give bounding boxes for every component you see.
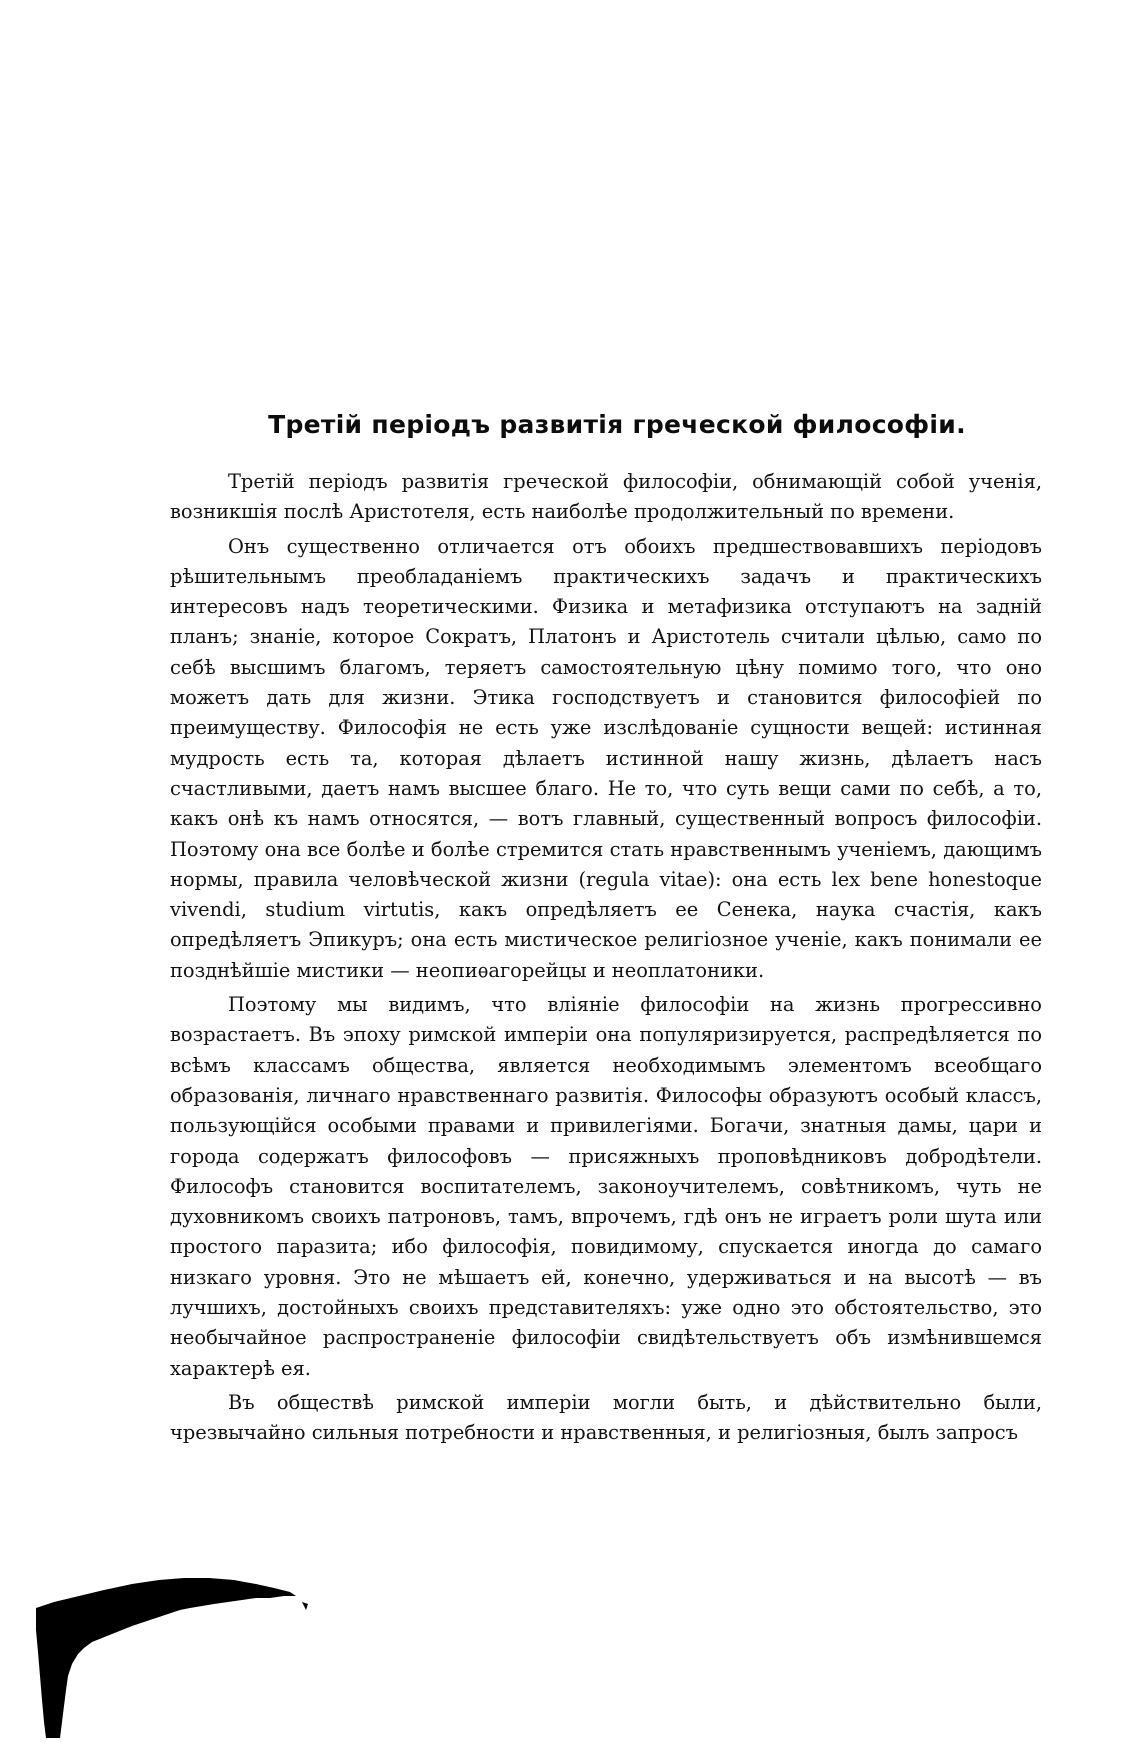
- paragraph-3: Поэтому мы видимъ, что вліяніе философіи на жизнь прогрессивно возрастаетъ. Въ эпоху римской имперіи она популяризируется, распредѣляется по всѣмъ классамъ общества, является необходимымъ элементомъ всеобщаго образованія, личнаго нравственнаго развитія. Философы образуютъ особый классъ, пользующійся особыми правами и привилегіями. Богачи, знатныя дамы, цари и города содержатъ философовъ — присяжныхъ проповѣдниковъ добродѣтели. Философъ становится воспитателемъ, законоучителемъ, совѣтникомъ, чуть не духовникомъ своихъ патроновъ, тамъ, впрочемъ, гдѣ онъ не играетъ роли шута или простого паразита; ибо философія, повидимому, спускается иногда до самаго низкаго уровня. Это не мѣшаетъ ей, конечно, удерживаться и на высотѣ — въ лучшихъ, достойныхъ своихъ представителяхъ: уже одно это обстоятельство, это необычайное распространеніе философіи свидѣтельствуетъ объ измѣнившемся характерѣ ея.: [170, 993, 1042, 1380]
- text-block: [170, 410, 1042, 1453]
- paragraph-1: Третій періодъ развитія греческой философіи, обнимающій собой ученія, возникшія послѣ Аристотеля, есть наиболѣе продолжительный по времени.: [170, 470, 1042, 524]
- chapter-heading: Третій періодъ развитія греческой философіи.: [268, 410, 966, 439]
- paragraph-2: Онъ существенно отличается отъ обоихъ предшествовавшихъ періодовъ рѣшительнымъ преобладаніемъ практическихъ задачъ и практическихъ интересовъ надъ теоретическими. Физика и метафизика отступаютъ на задній планъ; знаніе, которое Сократъ, Платонъ и Аристотель считали цѣлью, само по себѣ высшимъ благомъ, теряетъ самостоятельную цѣну помимо того, что оно можетъ дать для жизни. Этика господствуетъ и становится философіей по преимуществу. Философія не есть уже изслѣдованіе сущности вещей: истинная мудрость есть та, которая дѣлаетъ истинной нашу жизнь, дѣлаетъ насъ счастливыми, даетъ намъ высшее благо. Не то, что суть вещи сами по себѣ, а то, какъ онѣ къ намъ относятся, — вотъ главный, существенный вопросъ философіи. Поэтому она все болѣе и болѣе стремится стать нравственнымъ ученіемъ, дающимъ нормы, правила человѣческой жизни (regula vitae): она есть lex bene honestoque vivendi, studium virtutis, какъ опредѣляетъ ее Сенека, наука счастія, какъ опредѣляетъ Эпикуръ; она есть мистическое религіозное ученіе, какъ понимали ее позднѣйшіе мистики — неопиѳагорейцы и неоплатоники.: [170, 534, 1042, 982]
- scan-speck: [302, 1602, 308, 1610]
- paragraph-4: Въ обществѣ римской имперіи могли быть, и дѣйствительно были, чрезвычайно сильныя потребности и нравственныя, и религіозныя, былъ запросъ: [170, 1390, 1042, 1445]
- scan-shadow-artifact: [34, 1572, 324, 1742]
- scan-shadow-shape: [36, 1578, 296, 1738]
